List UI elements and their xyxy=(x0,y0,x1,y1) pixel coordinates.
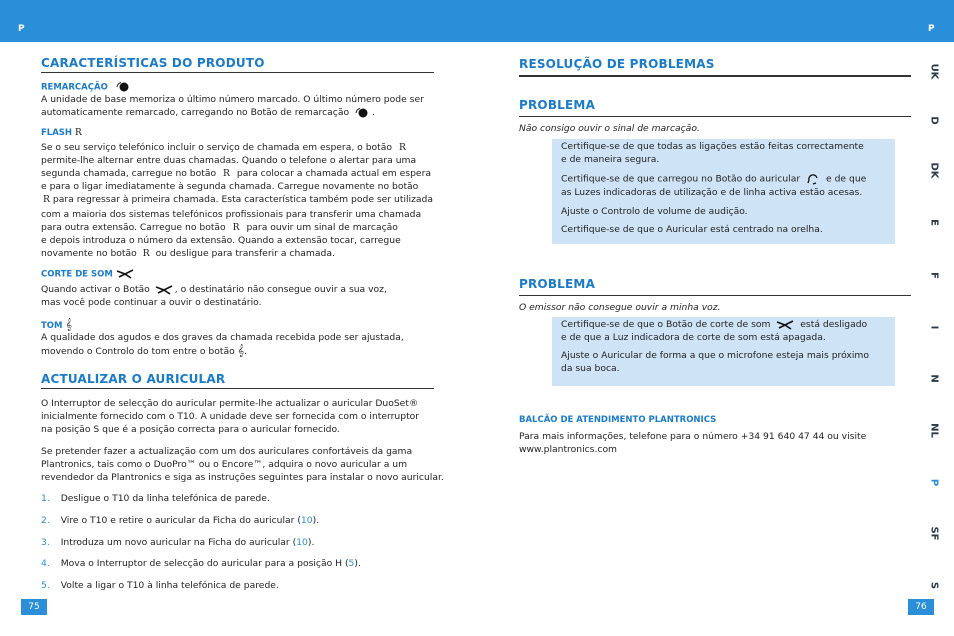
solution-line: Certifique-se de que todas as ligações estão feitas correctamente xyxy=(561,141,864,152)
problem-1-solutions-box xyxy=(552,139,895,244)
redial-heading: REMARCAÇÃO xyxy=(41,81,131,93)
mute-icon xyxy=(776,320,794,330)
solution-line: e de que a Luz indicadora de corte de som está apagada. xyxy=(561,332,826,343)
solution-line: Ajuste o Controlo de volume de audição. xyxy=(561,206,748,217)
solution-line: da sua boca. xyxy=(561,363,620,374)
lang-tab-dk[interactable]: DK xyxy=(928,162,940,179)
redial-icon xyxy=(115,81,131,93)
page-number-right: 76 xyxy=(908,599,934,615)
update-paragraph-line: Plantronics, tais como o DuoPro™ ou o Encore™, adquira o novo auricular a um xyxy=(41,459,408,470)
treble-clef-icon: 𝄞 xyxy=(65,318,72,331)
flash-line: e para o ligar imediatamente à segunda chamada. Carregue novamente no botão xyxy=(41,181,419,192)
flash-r-icon: R xyxy=(223,168,230,179)
step-item: 3. Introduza um novo auricular na Ficha do auricular (10). xyxy=(41,537,315,548)
solution-line: Certifique-se de que o Auricular está centrado na orelha. xyxy=(561,224,823,235)
step-item: 1. Desligue o T10 da linha telefónica de parede. xyxy=(41,493,270,504)
problem-2-symptom: O emissor não consegue ouvir a minha voz. xyxy=(519,302,721,313)
header-left-letter: P xyxy=(18,24,25,34)
lang-tab-nl[interactable]: NL xyxy=(928,423,940,438)
flash-line: R para regressar à primeira chamada. Esta característica também pode ser utilizada xyxy=(43,194,434,205)
lang-tab-e[interactable]: E xyxy=(928,219,940,226)
lang-tab-p[interactable]: P xyxy=(928,478,940,487)
update-headset-title: ACTUALIZAR O AURICULAR xyxy=(41,372,226,386)
update-paragraph-line: revendedor da Plantronics e siga as instruções seguintes para instalar o novo auricular. xyxy=(41,472,444,483)
step-ref: 10 xyxy=(296,537,308,548)
flash-line: segunda chamada, carregue no botão R para colocar a chamada actual em espera xyxy=(41,168,431,179)
mute-line-1: Quando activar o Botão , o destinatário não consegue ouvir a sua voz, xyxy=(41,284,387,295)
title-rule xyxy=(41,72,434,73)
update-paragraph-line: O Interruptor de selecção do auricular permite-lhe actualizar o auricular DuoSet® xyxy=(41,398,419,409)
problem-rule xyxy=(519,116,911,117)
flash-r-icon: R xyxy=(75,128,82,138)
update-paragraph-line: inicialmente fornecido com o T10. A unidade deve ser fornecida com o interruptor xyxy=(41,411,420,422)
flash-r-icon: R xyxy=(43,194,50,205)
redial-icon xyxy=(354,107,370,119)
step-item: 4. Mova o Interruptor de selecção do auricular para a posição H (5). xyxy=(41,558,361,569)
lang-tab-s[interactable]: S xyxy=(928,581,940,590)
update-paragraph-line: na posição S que é a posição correcta para o auricular fornecido. xyxy=(41,424,340,435)
solution-line: Certifique-se de que carregou no Botão do auricular e de que xyxy=(561,173,867,185)
flash-r-icon: R xyxy=(142,248,150,259)
page-number-left: 75 xyxy=(21,599,47,615)
mute-icon xyxy=(116,269,134,279)
troubleshooting-title: RESOLUÇÃO DE PROBLEMAS xyxy=(519,57,715,71)
mute-icon xyxy=(155,285,173,295)
tone-line-1: A qualidade dos agudos e dos graves da chamada recebida pode ser ajustada, xyxy=(41,332,404,343)
update-paragraph-line: Se pretender fazer a actualização com um dos auriculares confortáveis da gama xyxy=(41,446,413,457)
product-features-title: CARACTERÍSTICAS DO PRODUTO xyxy=(41,56,265,70)
header-right-letter: P xyxy=(928,24,935,34)
lang-tab-n[interactable]: N xyxy=(928,374,940,383)
lang-tab-d[interactable]: D xyxy=(928,116,940,125)
problem-2-solutions-box xyxy=(552,317,895,386)
title-rule xyxy=(519,75,911,77)
flash-heading: FLASH R xyxy=(41,128,82,138)
step-item: 5. Volte a ligar o T10 à linha telefónica de parede. xyxy=(41,580,279,591)
flash-line: permite-lhe alternar entre duas chamadas. Quando o telefone o alertar para uma xyxy=(41,155,417,166)
mute-heading: CORTE DE SOM xyxy=(41,269,134,280)
solution-line: e de maneira segura. xyxy=(561,154,660,165)
step-ref: 10 xyxy=(300,515,313,526)
flash-line: para outra extensão. Carregue no botão R para ouvir um sinal de marcação xyxy=(41,222,398,233)
mute-line-2: mas você pode continuar a ouvir o destinatário. xyxy=(41,297,262,308)
lang-tab-sf[interactable]: SF xyxy=(928,526,940,541)
problem-2-heading: PROBLEMA xyxy=(519,277,596,291)
update-rule xyxy=(41,388,434,389)
redial-line-1: A unidade de base memoriza o último número marcado. O último número pode ser xyxy=(41,94,424,105)
helpdesk-heading: BALCÃO DE ATENDIMENTO PLANTRONICS xyxy=(519,415,717,425)
flash-r-icon: R xyxy=(232,222,240,233)
flash-line: novamente no botão R ou desligue para transferir a chamada. xyxy=(41,248,335,259)
problem-1-symptom: Não consigo ouvir o sinal de marcação. xyxy=(519,123,700,134)
solution-line: Certifique-se de que o Botão de corte de som está desligado xyxy=(561,319,868,330)
tone-line-2: movendo o Controlo do tom entre o botão 𝄞. xyxy=(41,344,248,357)
lang-tab-f[interactable]: F xyxy=(928,272,940,279)
tone-heading: TOM 𝄞 xyxy=(41,318,72,331)
flash-line: Se o seu serviço telefónico incluir o serviço de chamada em espera, o botão R xyxy=(41,142,406,153)
step-item: 2. Vire o T10 e retire o auricular da Ficha do auricular (10). xyxy=(41,515,320,526)
treble-clef-icon: 𝄞 xyxy=(237,344,245,357)
flash-line: e depois introduza o número da extensão. Quando a extensão tocar, carregue xyxy=(41,235,401,246)
lang-tab-uk[interactable]: UK xyxy=(928,63,940,80)
problem-rule xyxy=(519,295,911,296)
step-ref: 5 xyxy=(348,558,355,569)
solution-line: Ajuste o Auricular de forma a que o microfone esteja mais próximo xyxy=(561,350,869,361)
helpdesk-line-1: Para mais informações, telefone para o número +34 91 640 47 44 ou visite xyxy=(519,431,867,442)
flash-r-icon: R xyxy=(398,142,406,153)
helpdesk-website-link[interactable]: www.plantronics.com xyxy=(519,444,618,455)
problem-1-heading: PROBLEMA xyxy=(519,98,596,112)
solution-line: as Luzes indicadoras de utilização e de linha activa estão acesas. xyxy=(561,187,863,198)
flash-line: com a maioria dos sistemas telefónicos profissionais para transferir uma chamada xyxy=(41,209,422,220)
headset-icon xyxy=(806,172,820,186)
redial-line-2: automaticamente remarcado, carregando no Botão de remarcação . xyxy=(41,107,375,118)
top-bar xyxy=(0,0,954,42)
lang-tab-i[interactable]: I xyxy=(928,325,940,330)
